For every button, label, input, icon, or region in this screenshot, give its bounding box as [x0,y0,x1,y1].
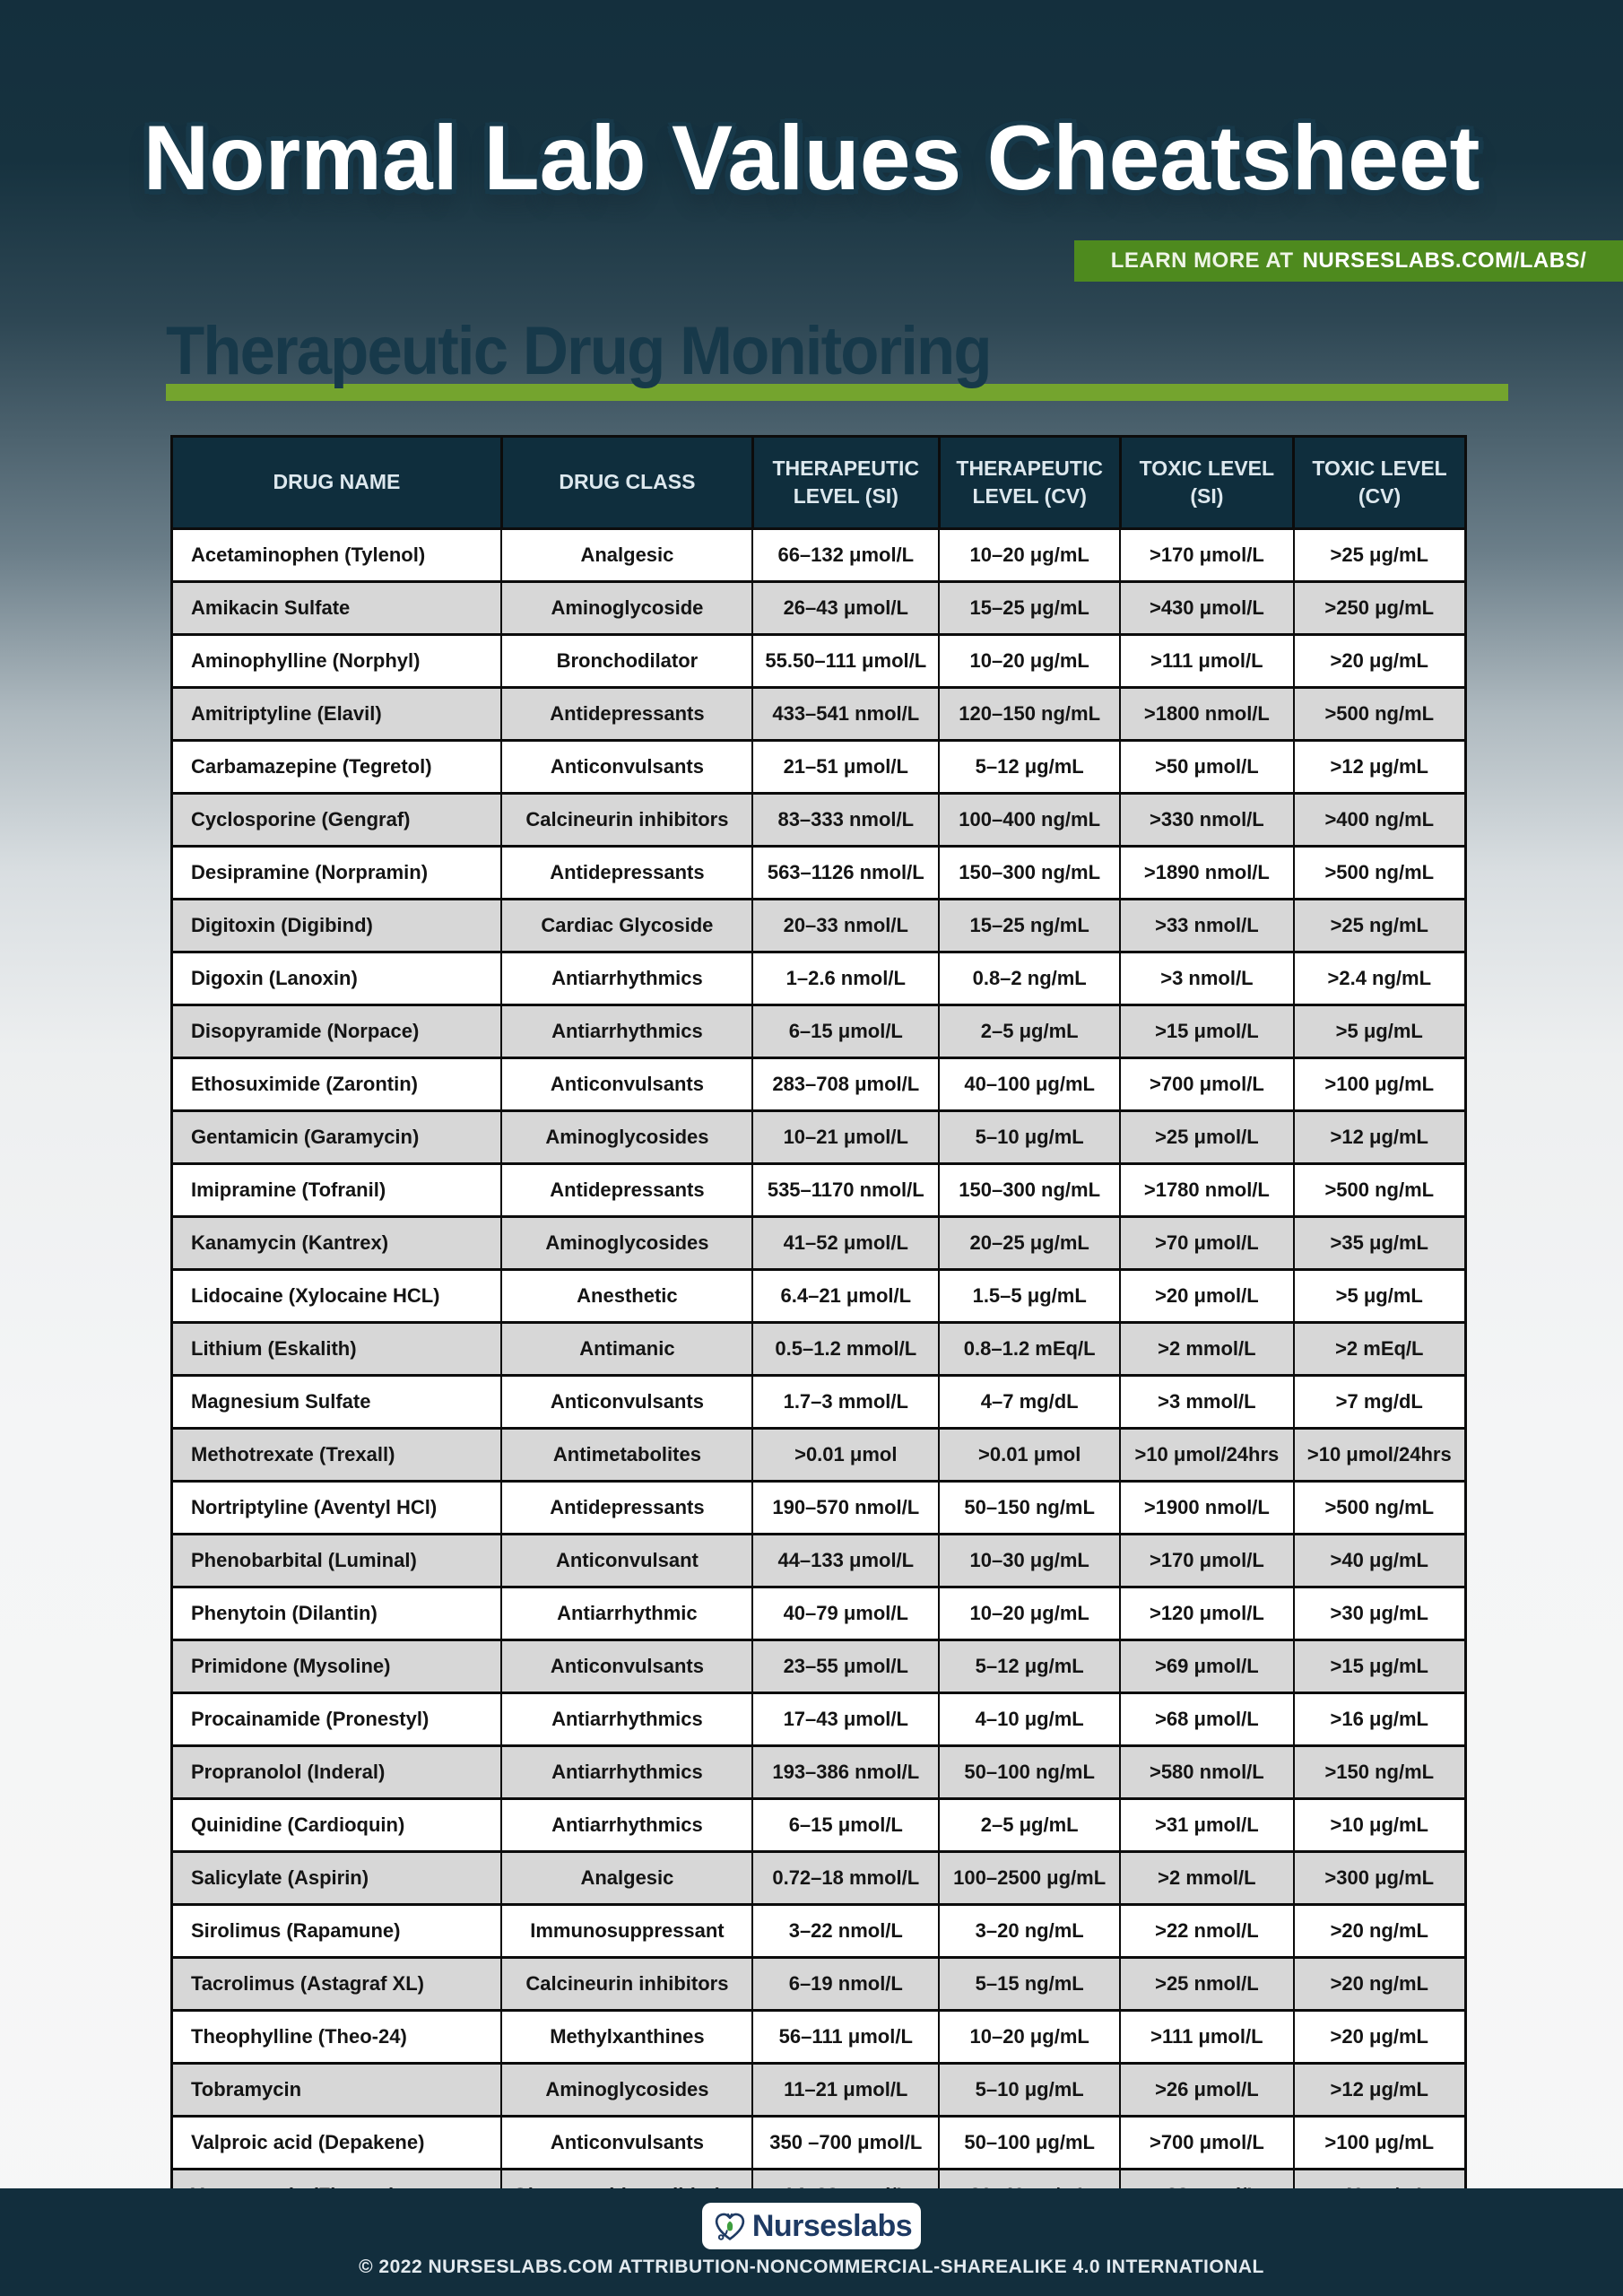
therapeutic-cv-cell: 0.8–1.2 mEq/L [939,1323,1120,1376]
toxic-si-cell: >26 μmol/L [1120,2064,1293,2117]
drug-name-cell: Cyclosporine (Gengraf) [172,794,502,847]
therapeutic-cv-cell: 10–20 μg/mL [939,529,1120,582]
drug-class-cell: Antimetabolites [501,1429,752,1482]
table-row [172,1217,1466,1270]
drug-class-cell: Bronchodilator [501,635,752,688]
toxic-cv-cell: >150 ng/mL [1294,1746,1466,1799]
table-row [172,1640,1466,1693]
therapeutic-cv-cell: 5–10 μg/mL [939,2064,1120,2117]
therapeutic-cv-cell: 10–30 μg/mL [939,1535,1120,1587]
drug-name-cell: Salicylate (Aspirin) [172,1852,502,1905]
table-row [172,1958,1466,2011]
therapeutic-si-cell: 44–133 μmol/L [752,1535,939,1587]
therapeutic-si-cell: 6–15 μmol/L [752,1799,939,1852]
toxic-cv-cell: >2 mEq/L [1294,1323,1466,1376]
toxic-cv-cell: >16 μg/mL [1294,1693,1466,1746]
toxic-cv-cell: >12 μg/mL [1294,741,1466,794]
drug-class-cell: Analgesic [501,1852,752,1905]
table-row [172,1799,1466,1852]
drug-class-cell: Anticonvulsant [501,1535,752,1587]
drug-name-cell: Carbamazepine (Tegretol) [172,741,502,794]
nurseslabs-logo [702,2203,921,2249]
therapeutic-si-cell: 56–111 μmol/L [752,2011,939,2064]
table-row [172,1376,1466,1429]
drug-class-cell: Antimanic [501,1323,752,1376]
toxic-cv-cell: >100 μg/mL [1294,2117,1466,2170]
toxic-cv-cell: >25 ng/mL [1294,900,1466,952]
toxic-si-cell: >2 mmol/L [1120,1852,1293,1905]
toxic-si-cell: >10 μmol/24hrs [1120,1429,1293,1482]
column-header-therapeutic-si: THERAPEUTIC LEVEL (SI) [752,437,939,529]
table-row [172,1905,1466,1958]
table-row [172,1587,1466,1640]
therapeutic-cv-cell: 1.5–5 μg/mL [939,1270,1120,1323]
toxic-cv-cell: >500 ng/mL [1294,688,1466,741]
drug-class-cell: Cardiac Glycoside [501,900,752,952]
therapeutic-si-cell: 190–570 nmol/L [752,1482,939,1535]
table-row [172,1005,1466,1058]
drug-class-cell: Anticonvulsants [501,1640,752,1693]
toxic-si-cell: >580 nmol/L [1120,1746,1293,1799]
toxic-si-cell: >70 μmol/L [1120,1217,1293,1270]
drug-name-cell: Nortriptyline (Aventyl HCl) [172,1482,502,1535]
learn-more-banner [1074,240,1623,282]
therapeutic-cv-cell: 3–20 ng/mL [939,1905,1120,1958]
table-row [172,794,1466,847]
table-row [172,1535,1466,1587]
drug-class-cell: Immunosuppressant [501,1905,752,1958]
drug-name-cell: Valproic acid (Depakene) [172,2117,502,2170]
drug-class-cell: Anticonvulsants [501,1376,752,1429]
toxic-si-cell: >170 μmol/L [1120,529,1293,582]
drug-name-cell: Phenobarbital (Luminal) [172,1535,502,1587]
therapeutic-si-cell: 10–21 μmol/L [752,1111,939,1164]
page-title: Normal Lab Values Cheatsheet [143,107,1480,209]
drug-class-cell: Calcineurin inhibitors [501,794,752,847]
therapeutic-si-cell: 6–15 μmol/L [752,1005,939,1058]
therapeutic-cv-cell: 5–12 μg/mL [939,1640,1120,1693]
toxic-si-cell: >33 nmol/L [1120,900,1293,952]
table-row [172,1323,1466,1376]
toxic-si-cell: >50 μmol/L [1120,741,1293,794]
therapeutic-si-cell: 11–21 μmol/L [752,2064,939,2117]
therapeutic-cv-cell: 50–100 ng/mL [939,1746,1120,1799]
copyright-text: © 2022 NURSESLABS.COM ATTRIBUTION-NONCOMMERCIAL-SHAREALIKE 4.0 INTERNATIONAL [359,2257,1264,2277]
drug-class-cell: Antiarrhythmic [501,1587,752,1640]
therapeutic-si-cell: 433–541 nmol/L [752,688,939,741]
nurseslabs-logo-icon [711,2207,749,2245]
therapeutic-cv-cell: 15–25 μg/mL [939,582,1120,635]
therapeutic-si-cell: 1–2.6 nmol/L [752,952,939,1005]
therapeutic-cv-cell: 2–5 μg/mL [939,1005,1120,1058]
table-header-row [172,437,1466,529]
therapeutic-si-cell: 6–19 nmol/L [752,1958,939,2011]
drug-class-cell: Antidepressants [501,1482,752,1535]
drug-name-cell: Amitriptyline (Elavil) [172,688,502,741]
therapeutic-si-cell: 283–708 μmol/L [752,1058,939,1111]
therapeutic-cv-cell: 15–25 ng/mL [939,900,1120,952]
table-row [172,1164,1466,1217]
toxic-cv-cell: >500 ng/mL [1294,847,1466,900]
therapeutic-drug-monitoring-table [170,435,1467,2223]
therapeutic-cv-cell: 10–20 μg/mL [939,1587,1120,1640]
drug-name-cell: Quinidine (Cardioquin) [172,1799,502,1852]
therapeutic-cv-cell: >0.01 μmol [939,1429,1120,1482]
toxic-cv-cell: >30 μg/mL [1294,1587,1466,1640]
drug-class-cell: Calcineurin inhibitors [501,1958,752,2011]
therapeutic-si-cell: 535–1170 nmol/L [752,1164,939,1217]
therapeutic-si-cell: 6.4–21 μmol/L [752,1270,939,1323]
table-row [172,847,1466,900]
drug-name-cell: Aminophylline (Norphyl) [172,635,502,688]
toxic-si-cell: >111 μmol/L [1120,635,1293,688]
drug-class-cell: Aminoglycosides [501,2064,752,2117]
toxic-cv-cell: >500 ng/mL [1294,1482,1466,1535]
drug-class-cell: Antiarrhythmics [501,1799,752,1852]
drug-name-cell: Desipramine (Norpramin) [172,847,502,900]
toxic-si-cell: >22 nmol/L [1120,1905,1293,1958]
toxic-si-cell: >69 μmol/L [1120,1640,1293,1693]
drug-class-cell: Antiarrhythmics [501,1746,752,1799]
therapeutic-si-cell: >0.01 μmol [752,1429,939,1482]
drug-name-cell: Gentamicin (Garamycin) [172,1111,502,1164]
therapeutic-cv-cell: 0.8–2 ng/mL [939,952,1120,1005]
therapeutic-cv-cell: 100–2500 μg/mL [939,1852,1120,1905]
therapeutic-si-cell: 3–22 nmol/L [752,1905,939,1958]
toxic-cv-cell: >5 μg/mL [1294,1270,1466,1323]
table-row [172,1482,1466,1535]
drug-class-cell: Antiarrhythmics [501,1693,752,1746]
table-row [172,529,1466,582]
toxic-si-cell: >700 μmol/L [1120,1058,1293,1111]
toxic-cv-cell: >20 ng/mL [1294,1905,1466,1958]
toxic-si-cell: >31 μmol/L [1120,1799,1293,1852]
therapeutic-cv-cell: 2–5 μg/mL [939,1799,1120,1852]
table-row [172,1852,1466,1905]
toxic-cv-cell: >20 ng/mL [1294,1958,1466,2011]
toxic-si-cell: >1890 nmol/L [1120,847,1293,900]
therapeutic-si-cell: 563–1126 nmol/L [752,847,939,900]
toxic-si-cell: >170 μmol/L [1120,1535,1293,1587]
drug-class-cell: Analgesic [501,529,752,582]
drug-name-cell: Lithium (Eskalith) [172,1323,502,1376]
drug-class-cell: Antidepressants [501,688,752,741]
therapeutic-cv-cell: 50–100 μg/mL [939,2117,1120,2170]
therapeutic-si-cell: 0.72–18 mmol/L [752,1852,939,1905]
drug-name-cell: Imipramine (Tofranil) [172,1164,502,1217]
therapeutic-cv-cell: 4–10 μg/mL [939,1693,1120,1746]
therapeutic-cv-cell: 10–20 μg/mL [939,2011,1120,2064]
drug-name-cell: Sirolimus (Rapamune) [172,1905,502,1958]
toxic-si-cell: >68 μmol/L [1120,1693,1293,1746]
therapeutic-si-cell: 40–79 μmol/L [752,1587,939,1640]
toxic-si-cell: >120 μmol/L [1120,1587,1293,1640]
drug-name-cell: Tobramycin [172,2064,502,2117]
banner-url-label: NURSESLABS.COM/LABS/ [1302,248,1587,273]
drug-name-cell: Disopyramide (Norpace) [172,1005,502,1058]
therapeutic-si-cell: 83–333 nmol/L [752,794,939,847]
drug-class-cell: Antiarrhythmics [501,1005,752,1058]
table-row [172,1111,1466,1164]
therapeutic-si-cell: 26–43 μmol/L [752,582,939,635]
table-row [172,1746,1466,1799]
drug-name-cell: Magnesium Sulfate [172,1376,502,1429]
column-header-therapeutic-cv: THERAPEUTIC LEVEL (CV) [939,437,1120,529]
toxic-cv-cell: >20 μg/mL [1294,2011,1466,2064]
therapeutic-si-cell: 1.7–3 mmol/L [752,1376,939,1429]
table-row [172,1429,1466,1482]
therapeutic-cv-cell: 120–150 ng/mL [939,688,1120,741]
nurseslabs-logo-text: Nurseslabs [751,2208,913,2243]
toxic-cv-cell: >7 mg/dL [1294,1376,1466,1429]
drug-class-cell: Aminoglycosides [501,1111,752,1164]
toxic-si-cell: >1780 nmol/L [1120,1164,1293,1217]
table-row [172,688,1466,741]
therapeutic-cv-cell: 10–20 μg/mL [939,635,1120,688]
table-row [172,952,1466,1005]
therapeutic-cv-cell: 40–100 μg/mL [939,1058,1120,1111]
section-heading: Therapeutic Drug Monitoring [166,313,991,389]
toxic-si-cell: >1800 nmol/L [1120,688,1293,741]
toxic-si-cell: >25 μmol/L [1120,1111,1293,1164]
toxic-si-cell: >111 μmol/L [1120,2011,1293,2064]
therapeutic-cv-cell: 5–15 ng/mL [939,1958,1120,2011]
toxic-cv-cell: >250 μg/mL [1294,582,1466,635]
therapeutic-si-cell: 55.50–111 μmol/L [752,635,939,688]
footer-band [0,2188,1623,2296]
drug-class-cell: Anesthetic [501,1270,752,1323]
drug-name-cell: Digitoxin (Digibind) [172,900,502,952]
toxic-cv-cell: >400 ng/mL [1294,794,1466,847]
toxic-cv-cell: >15 μg/mL [1294,1640,1466,1693]
therapeutic-cv-cell: 4–7 mg/dL [939,1376,1120,1429]
drug-class-cell: Antidepressants [501,847,752,900]
drug-name-cell: Lidocaine (Xylocaine HCL) [172,1270,502,1323]
toxic-cv-cell: >2.4 ng/mL [1294,952,1466,1005]
therapeutic-cv-cell: 150–300 ng/mL [939,847,1120,900]
drug-name-cell: Propranolol (Inderal) [172,1746,502,1799]
toxic-si-cell: >700 μmol/L [1120,2117,1293,2170]
toxic-cv-cell: >40 μg/mL [1294,1535,1466,1587]
toxic-cv-cell: >300 μg/mL [1294,1852,1466,1905]
toxic-si-cell: >1900 nmol/L [1120,1482,1293,1535]
drug-class-cell: Aminoglycoside [501,582,752,635]
table-row [172,635,1466,688]
drug-name-cell: Primidone (Mysoline) [172,1640,502,1693]
toxic-cv-cell: >12 μg/mL [1294,1111,1466,1164]
therapeutic-cv-cell: 100–400 ng/mL [939,794,1120,847]
drug-name-cell: Tacrolimus (Astagraf XL) [172,1958,502,2011]
drug-name-cell: Ethosuximide (Zarontin) [172,1058,502,1111]
toxic-si-cell: >20 μmol/L [1120,1270,1293,1323]
table-row [172,2011,1466,2064]
therapeutic-si-cell: 193–386 nmol/L [752,1746,939,1799]
column-header-toxic-si: TOXIC LEVEL (SI) [1120,437,1293,529]
drug-class-cell: Aminoglycosides [501,1217,752,1270]
column-header-toxic-cv: TOXIC LEVEL (CV) [1294,437,1466,529]
toxic-si-cell: >3 nmol/L [1120,952,1293,1005]
toxic-si-cell: >3 mmol/L [1120,1376,1293,1429]
toxic-cv-cell: >500 ng/mL [1294,1164,1466,1217]
table-row [172,1270,1466,1323]
drug-class-cell: Anticonvulsants [501,741,752,794]
toxic-si-cell: >430 μmol/L [1120,582,1293,635]
toxic-cv-cell: >20 μg/mL [1294,635,1466,688]
drug-name-cell: Methotrexate (Trexall) [172,1429,502,1482]
toxic-cv-cell: >12 μg/mL [1294,2064,1466,2117]
drug-class-cell: Antiarrhythmics [501,952,752,1005]
toxic-cv-cell: >25 μg/mL [1294,529,1466,582]
table-row [172,1058,1466,1111]
toxic-si-cell: >15 μmol/L [1120,1005,1293,1058]
drug-class-cell: Anticonvulsants [501,2117,752,2170]
therapeutic-cv-cell: 5–12 μg/mL [939,741,1120,794]
therapeutic-si-cell: 0.5–1.2 mmol/L [752,1323,939,1376]
drug-class-cell: Methylxanthines [501,2011,752,2064]
toxic-cv-cell: >5 μg/mL [1294,1005,1466,1058]
drug-name-cell: Procainamide (Pronestyl) [172,1693,502,1746]
banner-prefix-label: LEARN MORE AT [1110,248,1294,273]
therapeutic-cv-cell: 50–150 ng/mL [939,1482,1120,1535]
toxic-cv-cell: >35 μg/mL [1294,1217,1466,1270]
therapeutic-si-cell: 17–43 μmol/L [752,1693,939,1746]
table-row [172,2117,1466,2170]
drug-class-cell: Antidepressants [501,1164,752,1217]
drug-name-cell: Theophylline (Theo-24) [172,2011,502,2064]
drug-name-cell: Amikacin Sulfate [172,582,502,635]
toxic-cv-cell: >100 μg/mL [1294,1058,1466,1111]
drug-name-cell: Phenytoin (Dilantin) [172,1587,502,1640]
table-row [172,741,1466,794]
therapeutic-si-cell: 350 –700 μmol/L [752,2117,939,2170]
toxic-si-cell: >25 nmol/L [1120,1958,1293,2011]
therapeutic-si-cell: 23–55 μmol/L [752,1640,939,1693]
toxic-si-cell: >2 mmol/L [1120,1323,1293,1376]
therapeutic-cv-cell: 150–300 ng/mL [939,1164,1120,1217]
drug-name-cell: Kanamycin (Kantrex) [172,1217,502,1270]
column-header-drug-name: DRUG NAME [172,437,502,529]
toxic-cv-cell: >10 μmol/24hrs [1294,1429,1466,1482]
therapeutic-cv-cell: 5–10 μg/mL [939,1111,1120,1164]
therapeutic-cv-cell: 20–25 μg/mL [939,1217,1120,1270]
therapeutic-si-cell: 41–52 μmol/L [752,1217,939,1270]
therapeutic-si-cell: 20–33 nmol/L [752,900,939,952]
column-header-drug-class: DRUG CLASS [501,437,752,529]
toxic-cv-cell: >10 μg/mL [1294,1799,1466,1852]
table-row [172,900,1466,952]
therapeutic-si-cell: 66–132 μmol/L [752,529,939,582]
table-row [172,582,1466,635]
therapeutic-si-cell: 21–51 μmol/L [752,741,939,794]
table-row [172,1693,1466,1746]
toxic-si-cell: >330 nmol/L [1120,794,1293,847]
drug-name-cell: Acetaminophen (Tylenol) [172,529,502,582]
table-row [172,2064,1466,2117]
drug-class-cell: Anticonvulsants [501,1058,752,1111]
drug-name-cell: Digoxin (Lanoxin) [172,952,502,1005]
